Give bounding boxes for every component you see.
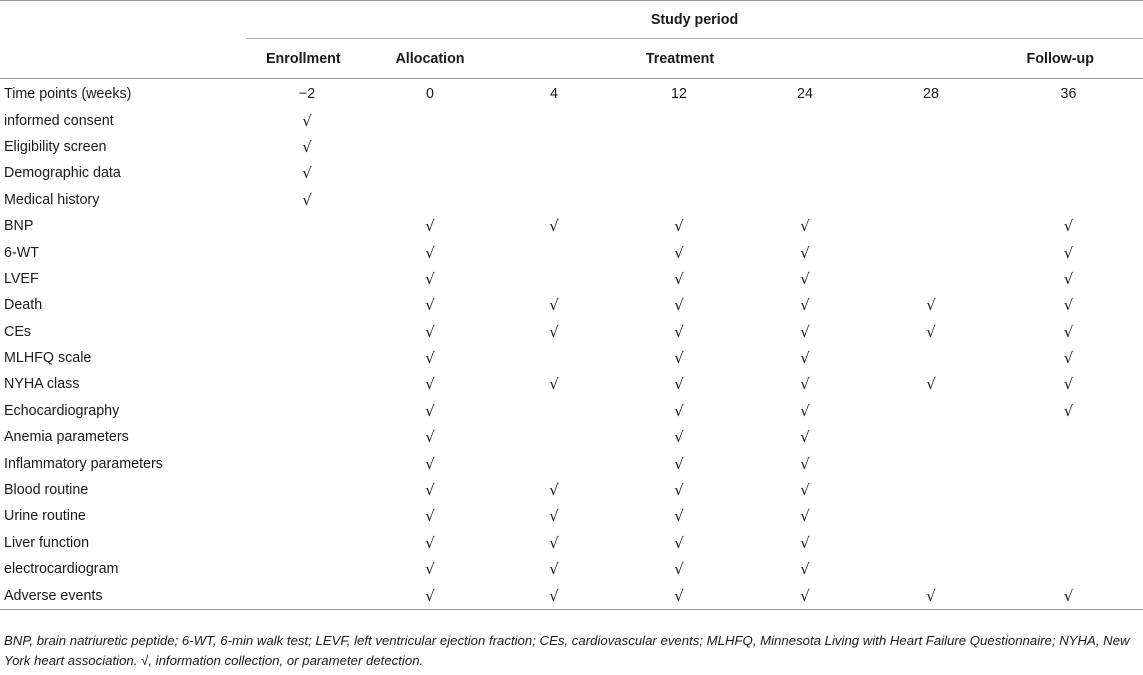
time-point-cell: 0 — [426, 86, 434, 103]
row-label: Liver function — [4, 534, 90, 551]
empty-cell — [994, 450, 1143, 476]
table-row — [0, 187, 1143, 213]
empty-cell — [868, 134, 994, 160]
empty-cell — [492, 450, 616, 476]
study-period-header: Study period — [0, 1, 1143, 39]
check-mark: √ — [868, 582, 994, 609]
empty-cell — [742, 187, 868, 213]
empty-cell — [246, 239, 368, 265]
study-period-header-row — [0, 1, 1143, 39]
check-mark: √ — [492, 582, 616, 609]
empty-cell — [742, 107, 868, 133]
check-mark: √ — [1063, 375, 1074, 394]
check-mark: √ — [800, 269, 810, 288]
check-mark: √ — [425, 243, 435, 262]
empty-cell — [994, 424, 1143, 450]
empty-cell — [246, 345, 368, 371]
time-point-cell: 12 — [671, 86, 687, 103]
time-point-cell: 24 — [797, 86, 813, 103]
check-mark: √ — [425, 533, 435, 552]
check-mark: √ — [674, 481, 684, 500]
check-mark: √ — [549, 322, 559, 341]
check-mark: √ — [1063, 349, 1074, 368]
check-mark: √ — [1063, 269, 1074, 288]
empty-cell — [492, 134, 616, 160]
check-mark: √ — [674, 296, 684, 315]
empty-cell — [616, 187, 742, 213]
empty-cell — [492, 266, 616, 292]
empty-cell — [492, 345, 616, 371]
empty-cell — [868, 239, 994, 265]
row-label: Death — [4, 297, 43, 314]
time-points-label: Time points (weeks) — [4, 86, 132, 103]
check-mark: √ — [674, 507, 684, 526]
table-row — [0, 371, 1143, 397]
check-mark: √ — [549, 533, 559, 552]
table-row — [0, 503, 1143, 529]
check-mark: √ — [425, 507, 435, 526]
empty-cell — [492, 107, 616, 133]
phase-header-row — [0, 39, 1143, 79]
check-mark: √ — [425, 296, 435, 315]
check-mark: √ — [800, 428, 810, 447]
empty-cell — [368, 160, 492, 186]
empty-cell — [868, 477, 994, 503]
row-label: LVEF — [4, 270, 39, 287]
row-label: Urine routine — [4, 508, 86, 525]
table-body — [0, 79, 1143, 610]
time-point-cell: 28 — [923, 86, 939, 103]
check-mark: √ — [1063, 217, 1074, 236]
empty-cell — [868, 398, 994, 424]
table-row — [0, 292, 1143, 318]
check-mark: √ — [425, 217, 435, 236]
check-mark: √ — [800, 454, 810, 473]
table-row — [0, 345, 1143, 371]
check-mark: √ — [425, 375, 435, 394]
check-mark: √ — [549, 507, 559, 526]
check-mark: √ — [425, 322, 435, 341]
empty-cell — [246, 582, 368, 609]
row-label: informed consent — [4, 112, 114, 129]
empty-cell — [994, 503, 1143, 529]
table-row — [0, 530, 1143, 556]
empty-cell — [742, 160, 868, 186]
empty-cell — [368, 187, 492, 213]
phase-follow-up: Follow-up — [868, 39, 1143, 79]
check-mark: √ — [549, 375, 559, 394]
table-row — [0, 582, 1143, 609]
empty-cell — [994, 556, 1143, 582]
check-mark: √ — [549, 296, 559, 315]
empty-cell — [616, 107, 742, 133]
empty-cell — [742, 134, 868, 160]
empty-cell — [492, 239, 616, 265]
check-mark: √ — [1063, 296, 1074, 315]
row-label: BNP — [4, 218, 34, 235]
empty-cell — [994, 187, 1143, 213]
empty-cell — [868, 503, 994, 529]
row-label: NYHA class — [4, 376, 80, 393]
empty-cell — [246, 319, 368, 345]
time-point-cell: 36 — [1060, 86, 1077, 103]
check-mark: √ — [674, 322, 684, 341]
check-mark: √ — [1063, 243, 1074, 262]
check-mark: √ — [368, 582, 492, 609]
table-row — [0, 398, 1143, 424]
row-label: Anemia parameters — [4, 429, 129, 446]
empty-cell — [246, 213, 368, 239]
empty-cell — [994, 134, 1143, 160]
row-label: Demographic data — [4, 165, 121, 182]
empty-cell — [492, 160, 616, 186]
check-mark: √ — [800, 560, 810, 579]
check-mark: √ — [800, 507, 810, 526]
empty-cell — [868, 530, 994, 556]
check-mark: √ — [674, 428, 684, 447]
empty-cell — [994, 477, 1143, 503]
empty-cell — [246, 266, 368, 292]
check-mark: √ — [549, 560, 559, 579]
row-label: 6-WT — [4, 244, 39, 261]
empty-cell — [868, 345, 994, 371]
empty-cell — [616, 134, 742, 160]
row-label: CEs — [4, 323, 32, 340]
empty-cell — [868, 266, 994, 292]
empty-cell — [368, 107, 492, 133]
empty-cell — [246, 424, 368, 450]
check-mark: √ — [425, 481, 435, 500]
check-mark: √ — [674, 401, 684, 420]
empty-cell — [994, 160, 1143, 186]
table-row — [0, 424, 1143, 450]
empty-cell — [868, 213, 994, 239]
check-mark: √ — [549, 217, 559, 236]
check-mark: √ — [800, 322, 810, 341]
row-label: Inflammatory parameters — [4, 455, 163, 472]
empty-cell — [246, 503, 368, 529]
row-label: Medical history — [4, 191, 100, 208]
time-point-cell: −2 — [298, 86, 316, 103]
check-mark: √ — [425, 428, 435, 447]
table-row — [0, 160, 1143, 186]
empty-cell — [246, 292, 368, 318]
table-row — [0, 266, 1143, 292]
check-mark: √ — [926, 322, 936, 341]
check-mark: √ — [742, 582, 868, 609]
empty-cell — [868, 107, 994, 133]
table-footnote: BNP, brain natriuretic peptide; 6-WT, 6-min walk test; LEVF, left ventricular ejection fraction; CEs, cardiovascular events; MLHFQ, Minnesota Living with Heart Failure Questionnaire; NYHA, New York heart association. √, information collection, or parameter detection. — [4, 633, 1130, 668]
empty-cell — [492, 398, 616, 424]
empty-cell — [616, 160, 742, 186]
table-row — [0, 107, 1143, 133]
check-mark: √ — [425, 349, 435, 368]
check-mark: √ — [549, 481, 559, 500]
check-mark: √ — [800, 217, 810, 236]
check-mark: √ — [616, 582, 742, 609]
table-row — [0, 213, 1143, 239]
empty-cell — [868, 424, 994, 450]
empty-cell — [492, 187, 616, 213]
empty-cell — [994, 530, 1143, 556]
empty-cell — [868, 450, 994, 476]
table-row — [0, 477, 1143, 503]
empty-cell — [492, 424, 616, 450]
row-label: MLHFQ scale — [4, 350, 92, 367]
check-mark: √ — [800, 401, 810, 420]
check-mark: √ — [674, 349, 684, 368]
check-mark: √ — [674, 217, 684, 236]
empty-cell — [868, 187, 994, 213]
time-points-row — [0, 79, 1143, 108]
check-mark: √ — [302, 190, 312, 209]
table-row — [0, 556, 1143, 582]
phase-allocation: Allocation — [368, 39, 492, 79]
empty-cell — [368, 134, 492, 160]
check-mark: √ — [674, 243, 684, 262]
empty-cell — [868, 556, 994, 582]
empty-cell — [246, 450, 368, 476]
empty-cell — [246, 556, 368, 582]
check-mark: √ — [800, 375, 810, 394]
check-mark: √ — [425, 269, 435, 288]
check-mark: √ — [800, 533, 810, 552]
check-mark: √ — [800, 243, 810, 262]
phase-header-blank — [0, 39, 246, 79]
empty-cell — [246, 398, 368, 424]
check-mark: √ — [425, 401, 435, 420]
check-mark: √ — [926, 296, 936, 315]
row-label: Echocardiography — [4, 402, 120, 419]
empty-cell — [868, 160, 994, 186]
empty-cell — [246, 371, 368, 397]
check-mark: √ — [302, 111, 312, 130]
table-row — [0, 239, 1143, 265]
check-mark: √ — [302, 137, 312, 156]
check-mark: √ — [674, 533, 684, 552]
table-row — [0, 450, 1143, 476]
check-mark: √ — [800, 296, 810, 315]
time-point-cell: 4 — [550, 86, 558, 103]
empty-cell — [246, 530, 368, 556]
row-label: Eligibility screen — [4, 138, 107, 155]
table-row — [0, 319, 1143, 345]
check-mark: √ — [1063, 401, 1074, 420]
check-mark: √ — [302, 164, 312, 183]
check-mark: √ — [674, 269, 684, 288]
check-mark: √ — [674, 454, 684, 473]
row-label: electrocardiogram — [4, 561, 119, 578]
check-mark: √ — [1063, 322, 1074, 341]
phase-enrollment: Enrollment — [246, 39, 368, 79]
empty-cell — [246, 477, 368, 503]
check-mark: √ — [425, 454, 435, 473]
row-label: Adverse events — [0, 582, 246, 609]
phase-treatment: Treatment — [492, 39, 868, 79]
check-mark: √ — [425, 560, 435, 579]
check-mark: √ — [994, 582, 1143, 609]
empty-cell — [994, 107, 1143, 133]
check-mark: √ — [800, 481, 810, 500]
check-mark: √ — [800, 349, 810, 368]
row-label: Blood routine — [4, 482, 89, 499]
check-mark: √ — [926, 375, 936, 394]
check-mark: √ — [674, 375, 684, 394]
table-row — [0, 134, 1143, 160]
check-mark: √ — [674, 560, 684, 579]
